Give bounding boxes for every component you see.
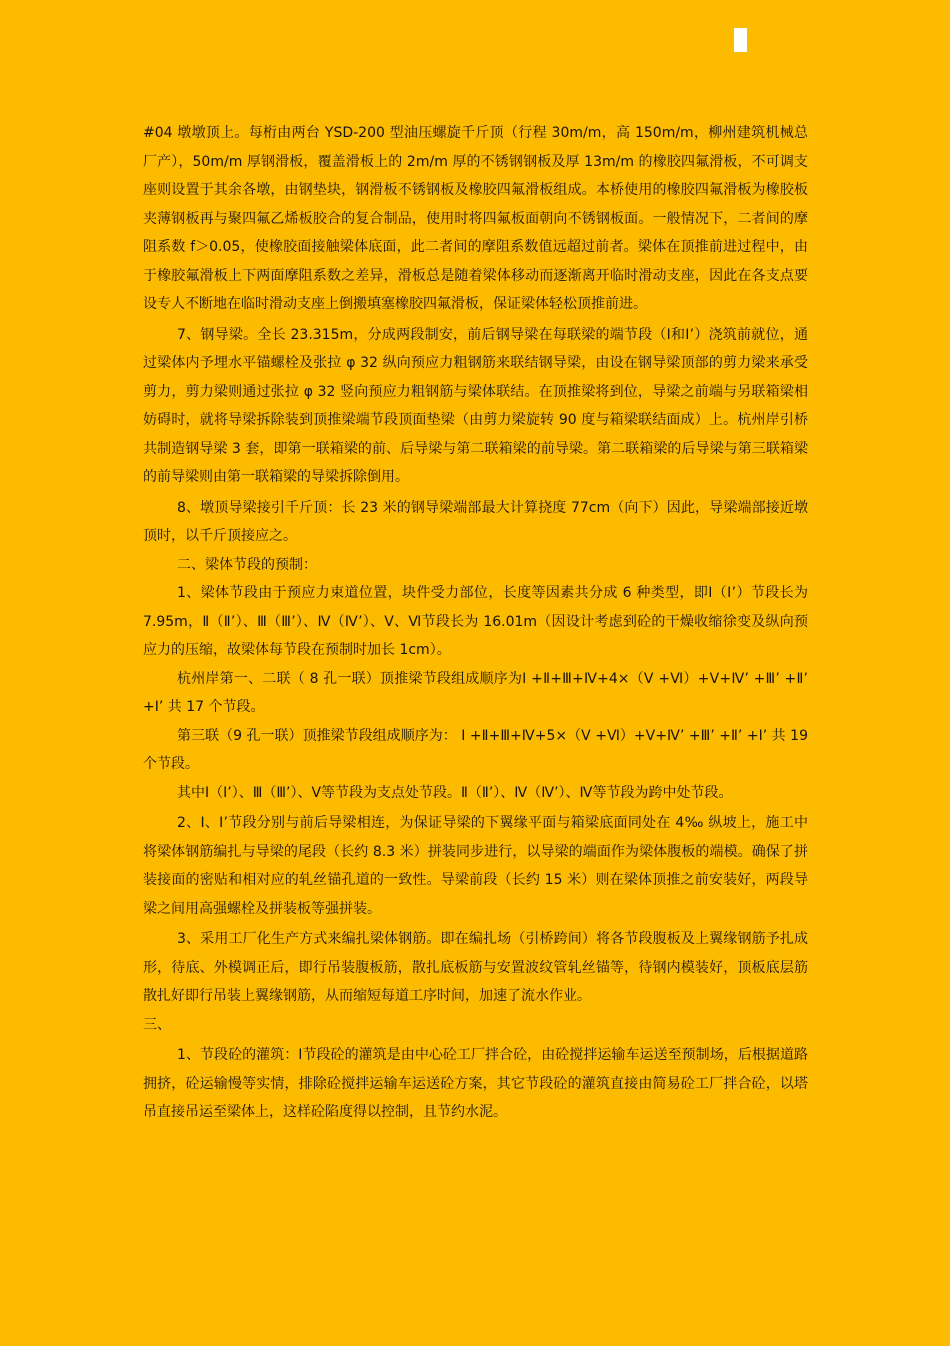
paragraph-concrete-pouring: 1、节段砼的灌筑：Ⅰ节段砼的灌筑是由中心砼工厂拌合砼，由砼搅拌运输车运送至预制场，后根据道路拥挤，砼运输慢等实情，排除砼搅拌运输车运送砼方案，其它节段砼的灌筑直接由简易砼工厂拌合砼，以塔吊直接吊运至梁体上，这样砼陷度得以控制，且节约水泥。	[143, 1047, 808, 1120]
paragraph-segment-types: 1、梁体节段由于预应力束道位置，块件受力部位，长度等因素共分成 6 种类型，即Ⅰ（Ⅰ’）节段长为 7.95m，Ⅱ（Ⅱ’）、Ⅲ（Ⅲ’）、Ⅳ（Ⅳ’）、Ⅴ、Ⅵ节段长为 16.01m（因设计考虑到砼的干燥收缩徐变及纵向预应力的压缩，故梁体每节段在预制时加长 1cm）。	[143, 585, 808, 658]
page-marker	[734, 28, 747, 52]
paragraph-hangzhou-sequence: 杭州岸第一、二联（ 8 孔一联）顶推梁节段组成顺序为Ⅰ +Ⅱ+Ⅲ+Ⅳ+4×（Ⅴ +Ⅵ）+Ⅴ+Ⅳ’ +Ⅲ’ +Ⅱ’ +Ⅰ’ 共 17 个节段。	[143, 670, 808, 715]
document-body	[143, 119, 808, 1127]
paragraph-steel-nose-girder: 7、钢导梁。全长 23.315m，分成两段制安，前后钢导梁在每联梁的端节段（Ⅰ和Ⅰ’）浇筑前就位，通过梁体内予埋水平锚螺栓及张拉 φ 32 纵向预应力粗钢筋来联结钢导梁，由设在钢导梁顶部的剪力梁来承受剪力，剪力梁则通过张拉 φ 32 竖向预应力粗钢筋与梁体联结。在顶推梁将到位，导梁之前端与另联箱梁相妨碍时，就将导梁拆除装到顶推梁端节段顶面垫梁（由剪力梁旋转 90 度与箱梁联结面成）上。杭州岸引桥共制造钢导梁 3 套，即第一联箱梁的前、后导梁与第二联箱梁的前导梁。第二联箱梁的后导梁与第三联箱梁的前导梁则由第一联箱梁的导梁拆除倒用。	[143, 326, 808, 485]
paragraph-rebar-factory: 3、采用工厂化生产方式来编扎梁体钢筋。即在编扎场（引桥跨间）将各节段腹板及上翼缘钢筋予扎成形，待底、外模调正后，即行吊装腹板筋，散扎底板筋与安置波纹管轧丝锚等，待钢内模装好，顶板底层筋散扎好即行吊装上翼缘钢筋，从而缩短每道工序时间，加速了流水作业。	[143, 931, 808, 1004]
paragraph-bearing-slides: #04 墩墩顶上。每桁由两台 YSD-200 型油压螺旋千斤顶（行程 30m/m，高 150m/m，柳州建筑机械总厂产），50m/m 厚钢滑板，覆盖滑板上的 2m/m 厚的不锈钢钢板及厚 13m/m 的橡胶四氟滑板，不可调支座则设置于其余各墩，由钢垫块，钢滑板不锈钢板及橡胶四氟滑板组成。本桥使用的橡胶四氟滑板为橡胶板夹薄钢板再与聚四氟乙烯板胶合的复合制品，使用时将四氟板面朝向不锈钢板面。一般情况下，二者间的摩阻系数 f＞0.05，使橡胶面接触梁体底面，此二者间的摩阻系数值远超过前者。梁体在顶推前进过程中，由于橡胶氟滑板上下两面摩阻系数之差异，滑板总是随着梁体移动而逐渐离开临时滑动支座，因此在各支点要设专人不断地在临时滑动支座上倒搬填塞橡胶四氟滑板，保证梁体轻松顶推前进。	[143, 125, 808, 312]
paragraph-nose-girder-connection: 2、Ⅰ、Ⅰ’节段分别与前后导梁相连，为保证导梁的下翼缘平面与箱梁底面同处在 4‰ 纵坡上，施工中将梁体钢筋编扎与导梁的尾段（长约 8.3 米）拼装同步进行，以导梁的端面作为梁体腹板的端模。确保了拼装接面的密贴和相对应的轧丝锚孔道的一致性。导梁前段（长约 15 米）则在梁体顶推之前安装好，两段导梁之间用高强螺栓及拼装板等强拼装。	[143, 815, 808, 917]
section-heading-three: 三、	[143, 1016, 171, 1033]
paragraph-third-span-sequence: 第三联（9 孔一联）顶推梁节段组成顺序为： Ⅰ +Ⅱ+Ⅲ+Ⅳ+5×（Ⅴ +Ⅵ）+Ⅴ+Ⅳ’ +Ⅲ’ +Ⅱ’ +Ⅰ’ 共 19 个节段。	[143, 727, 808, 772]
paragraph-segment-roles: 其中Ⅰ（Ⅰ’）、Ⅲ（Ⅲ’）、Ⅴ等节段为支点处节段。Ⅱ（Ⅱ’）、Ⅳ（Ⅳ’）、Ⅳ等节段为跨中处节段。	[177, 784, 733, 801]
paragraph-pier-jack: 8、墩顶导梁接引千斤顶：长 23 米的钢导梁端部最大计算挠度 77cm（向下）因此，导梁端部接近墩顶时，以千斤顶接应之。	[143, 499, 808, 544]
section-heading-segment-precast: 二、梁体节段的预制：	[177, 556, 317, 573]
